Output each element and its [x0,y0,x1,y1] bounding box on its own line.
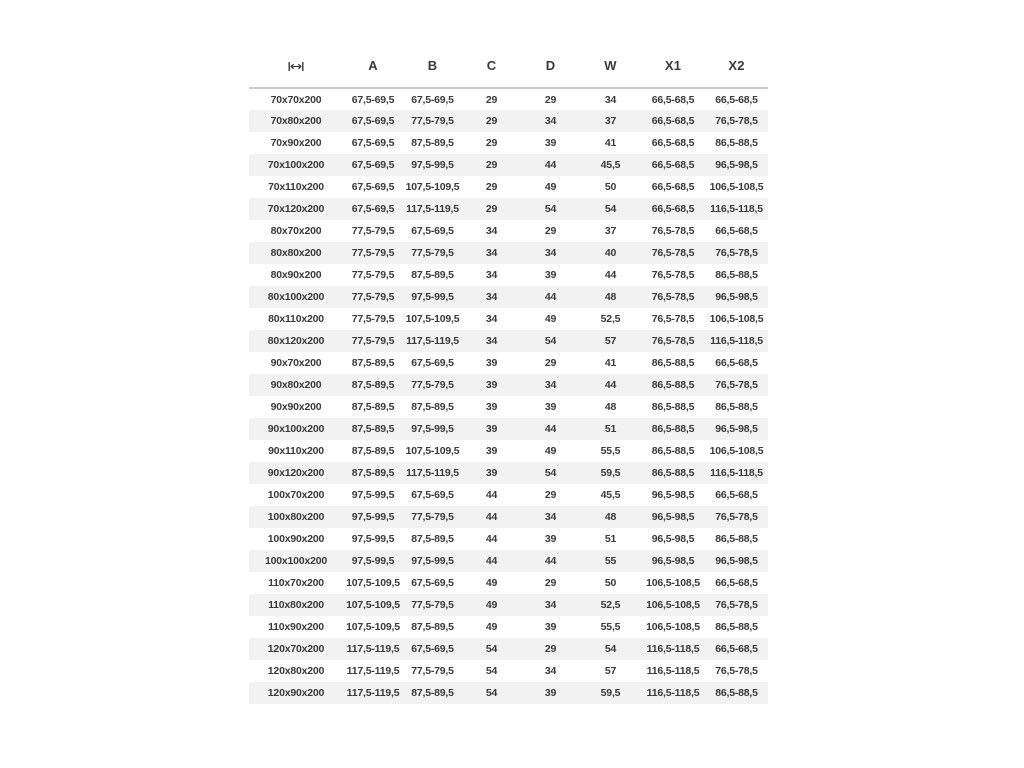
cell-c: 44 [485,533,498,545]
cell-a: 97,5-99,5 [343,550,403,572]
cell-b: 77,5-79,5 [403,110,462,132]
cell-x1: 66,5-68,5 [651,137,695,149]
cell-c: 34 [485,269,498,281]
cell-a: 77,5-79,5 [343,242,403,264]
cell-x2: 76,5-78,5 [705,242,768,264]
cell-a: 87,5-89,5 [351,357,395,369]
cell-d: 34 [521,110,580,132]
cell-dimensions: 90x110x200 [268,445,324,457]
column-header-c: C [462,44,521,88]
cell-x1: 86,5-88,5 [651,401,695,413]
cell-x1: 86,5-88,5 [651,445,695,457]
cell-d: 44 [521,418,580,440]
cell-w: 45,5 [600,489,621,501]
cell-x1: 76,5-78,5 [641,242,705,264]
cell-x2: 86,5-88,5 [705,682,768,704]
cell-x2: 116,5-118,5 [705,330,768,352]
table-row [249,264,768,286]
cell-x1: 76,5-78,5 [651,269,695,281]
cell-dimensions: 80x90x200 [270,269,322,281]
cell-x2: 106,5-108,5 [709,181,764,193]
cell-w: 37 [604,225,617,237]
cell-b: 107,5-109,5 [405,181,460,193]
cell-x1: 76,5-78,5 [641,286,705,308]
cell-d: 34 [521,374,580,396]
cell-d: 49 [544,313,557,325]
cell-x1: 66,5-68,5 [641,110,705,132]
cell-a: 67,5-69,5 [351,93,395,106]
cell-c: 34 [462,330,521,352]
cell-b: 87,5-89,5 [411,137,454,149]
cell-b: 97,5-99,5 [403,286,462,308]
dimensions-column-header [249,44,343,88]
cell-x2: 66,5-68,5 [715,489,758,501]
cell-b: 77,5-79,5 [403,242,462,264]
cell-c: 49 [485,577,498,589]
cell-c: 29 [485,181,498,193]
cell-a: 97,5-99,5 [351,489,395,501]
table-row [249,132,768,154]
cell-x1: 86,5-88,5 [641,374,705,396]
cell-x1: 106,5-108,5 [646,621,700,633]
cell-w: 59,5 [580,462,641,484]
cell-x2: 76,5-78,5 [705,110,768,132]
cell-w: 48 [604,401,617,413]
cell-w: 59,5 [580,682,641,704]
cell-x1: 96,5-98,5 [651,533,695,545]
table-row [249,308,768,330]
cell-x2: 86,5-88,5 [715,401,758,413]
cell-w: 40 [580,242,641,264]
cell-a: 67,5-69,5 [351,137,395,149]
cell-c: 54 [462,638,521,660]
table-row [249,528,768,550]
column-header-w: W [580,44,641,88]
cell-b: 77,5-79,5 [403,374,462,396]
cell-x1: 76,5-78,5 [641,330,705,352]
cell-x2: 96,5-98,5 [705,550,768,572]
table-row [249,198,768,220]
table-row [249,220,768,242]
table-row [249,638,768,660]
cell-d: 29 [544,93,557,106]
cell-b: 117,5-119,5 [403,462,462,484]
cell-dimensions: 100x90x200 [267,533,325,545]
cell-a: 87,5-89,5 [351,445,395,457]
column-header-d: D [521,44,580,88]
table-row [249,506,768,528]
cell-dimensions: 70x70x200 [270,93,322,106]
cell-dimensions: 70x100x200 [249,154,343,176]
cell-x1: 116,5-118,5 [641,638,705,660]
cell-dimensions: 80x110x200 [268,313,324,325]
cell-dimensions: 90x80x200 [249,374,343,396]
cell-x1: 116,5-118,5 [641,682,705,704]
cell-w: 45,5 [580,154,641,176]
cell-dimensions: 80x120x200 [249,330,343,352]
column-header-a: A [343,44,403,88]
cell-dimensions: 120x80x200 [267,665,325,677]
cell-c: 34 [485,225,498,237]
cell-w: 48 [580,286,641,308]
cell-dimensions: 110x80x200 [249,594,343,616]
cell-c: 29 [485,93,498,106]
cell-a: 77,5-79,5 [343,286,403,308]
cell-d: 29 [544,489,557,501]
table-row [249,572,768,594]
column-header-x1: X1 [641,44,705,88]
dimensions-table [249,44,768,704]
cell-dimensions: 70x120x200 [249,198,343,220]
cell-x2: 76,5-78,5 [705,506,768,528]
table-header [249,44,768,88]
table-row [249,88,768,110]
cell-w: 57 [604,665,617,677]
cell-dimensions: 90x100x200 [249,418,343,440]
cell-b: 67,5-69,5 [411,93,454,106]
cell-w: 50 [604,577,617,589]
cell-a: 77,5-79,5 [343,330,403,352]
cell-a: 67,5-69,5 [343,198,403,220]
cell-a: 117,5-119,5 [343,682,403,704]
cell-w: 34 [604,93,617,106]
cell-w: 52,5 [580,594,641,616]
cell-x2: 106,5-108,5 [709,445,764,457]
cell-x2: 76,5-78,5 [705,374,768,396]
cell-x1: 106,5-108,5 [641,594,705,616]
cell-b: 87,5-89,5 [403,682,462,704]
cell-a: 77,5-79,5 [351,225,395,237]
cell-c: 39 [462,374,521,396]
cell-d: 39 [544,269,557,281]
table-row [249,550,768,572]
table-row [249,418,768,440]
cell-a: 117,5-119,5 [346,665,400,677]
cell-d: 49 [544,445,557,457]
cell-x2: 86,5-88,5 [715,269,758,281]
cell-d: 34 [544,665,557,677]
cell-d: 34 [521,506,580,528]
cell-x2: 66,5-68,5 [715,577,758,589]
cell-w: 51 [580,418,641,440]
cell-d: 54 [521,462,580,484]
cell-x1: 106,5-108,5 [646,577,700,589]
cell-a: 107,5-109,5 [346,621,400,633]
table-row [249,682,768,704]
cell-c: 29 [462,154,521,176]
cell-d: 29 [544,357,557,369]
cell-b: 67,5-69,5 [411,577,454,589]
cell-dimensions: 90x90x200 [270,401,322,413]
cell-d: 44 [521,154,580,176]
cell-b: 87,5-89,5 [411,269,454,281]
cell-c: 29 [462,198,521,220]
cell-x2: 86,5-88,5 [715,137,758,149]
cell-a: 97,5-99,5 [351,533,395,545]
cell-w: 54 [580,198,641,220]
cell-c: 34 [485,313,498,325]
width-dimension-icon [288,61,304,72]
cell-d: 29 [544,577,557,589]
table-row [249,352,768,374]
cell-dimensions: 110x90x200 [268,621,324,633]
cell-x2: 96,5-98,5 [705,154,768,176]
cell-x2: 116,5-118,5 [705,462,768,484]
cell-d: 34 [521,242,580,264]
cell-x1: 116,5-118,5 [646,665,700,677]
cell-x1: 66,5-68,5 [641,154,705,176]
cell-dimensions: 80x100x200 [249,286,343,308]
cell-dimensions: 100x80x200 [249,506,343,528]
cell-b: 87,5-89,5 [411,533,454,545]
cell-w: 57 [580,330,641,352]
cell-a: 87,5-89,5 [343,418,403,440]
table-body [249,88,768,704]
cell-x1: 96,5-98,5 [641,550,705,572]
cell-c: 29 [485,137,498,149]
cell-x1: 66,5-68,5 [641,198,705,220]
cell-x1: 66,5-68,5 [651,93,695,106]
cell-b: 87,5-89,5 [411,401,454,413]
table-row [249,396,768,418]
cell-a: 67,5-69,5 [343,154,403,176]
table-row [249,440,768,462]
cell-w: 51 [604,533,617,545]
cell-d: 39 [521,682,580,704]
column-header-b: B [403,44,462,88]
cell-dimensions: 120x90x200 [249,682,343,704]
cell-d: 39 [544,401,557,413]
cell-b: 107,5-109,5 [405,313,460,325]
cell-b: 97,5-99,5 [403,550,462,572]
cell-c: 39 [462,418,521,440]
cell-w: 41 [604,137,617,149]
cell-c: 54 [462,682,521,704]
cell-w: 48 [580,506,641,528]
cell-d: 54 [521,198,580,220]
cell-w: 55,5 [600,445,621,457]
cell-dimensions: 110x70x200 [268,577,324,589]
cell-a: 97,5-99,5 [343,506,403,528]
cell-w: 44 [580,374,641,396]
cell-w: 44 [604,269,617,281]
cell-c: 44 [462,550,521,572]
cell-x1: 86,5-88,5 [641,418,705,440]
cell-dimensions: 90x70x200 [270,357,322,369]
table-row [249,242,768,264]
cell-b: 97,5-99,5 [403,154,462,176]
cell-d: 39 [544,621,557,633]
cell-w: 41 [604,357,617,369]
cell-x2: 66,5-68,5 [705,638,768,660]
cell-b: 77,5-79,5 [403,506,462,528]
cell-x1: 96,5-98,5 [651,489,695,501]
table-header-row [249,44,768,88]
table-row [249,110,768,132]
cell-a: 87,5-89,5 [351,401,395,413]
cell-d: 34 [521,594,580,616]
cell-x2: 66,5-68,5 [715,357,758,369]
table-row [249,154,768,176]
cell-dimensions: 90x120x200 [249,462,343,484]
table-row [249,176,768,198]
table-row [249,462,768,484]
cell-dimensions: 70x90x200 [270,137,322,149]
cell-b: 77,5-79,5 [411,665,454,677]
cell-x2: 96,5-98,5 [705,286,768,308]
cell-d: 44 [521,550,580,572]
cell-a: 67,5-69,5 [351,181,395,193]
dimensions-table-container [249,44,768,704]
table-row [249,286,768,308]
cell-x2: 86,5-88,5 [715,621,758,633]
cell-c: 49 [485,621,498,633]
cell-w: 55 [580,550,641,572]
cell-dimensions: 100x100x200 [249,550,343,572]
table-row [249,330,768,352]
cell-w: 52,5 [600,313,621,325]
cell-c: 39 [485,445,498,457]
cell-x2: 116,5-118,5 [705,198,768,220]
cell-b: 97,5-99,5 [403,418,462,440]
cell-dimensions: 80x70x200 [270,225,322,237]
table-row [249,594,768,616]
cell-b: 77,5-79,5 [403,594,462,616]
cell-dimensions: 70x80x200 [249,110,343,132]
cell-d: 39 [544,137,557,149]
cell-d: 44 [521,286,580,308]
cell-d: 54 [521,330,580,352]
cell-x2: 106,5-108,5 [709,313,764,325]
cell-dimensions: 100x70x200 [267,489,325,501]
cell-d: 29 [544,225,557,237]
cell-c: 39 [462,462,521,484]
cell-a: 87,5-89,5 [343,374,403,396]
cell-d: 49 [544,181,557,193]
cell-x2: 86,5-88,5 [715,533,758,545]
cell-x1: 66,5-68,5 [651,181,695,193]
cell-b: 107,5-109,5 [405,445,460,457]
cell-a: 77,5-79,5 [351,269,395,281]
cell-dimensions: 120x70x200 [249,638,343,660]
cell-x1: 86,5-88,5 [641,462,705,484]
cell-b: 117,5-119,5 [403,198,462,220]
cell-b: 67,5-69,5 [411,225,454,237]
cell-c: 49 [462,594,521,616]
cell-c: 44 [485,489,498,501]
cell-dimensions: 70x110x200 [268,181,324,193]
cell-c: 44 [462,506,521,528]
cell-b: 67,5-69,5 [411,489,454,501]
cell-c: 54 [485,665,498,677]
column-header-x2: X2 [705,44,768,88]
cell-w: 37 [580,110,641,132]
table-row [249,484,768,506]
table-row [249,660,768,682]
cell-dimensions: 80x80x200 [249,242,343,264]
cell-c: 39 [485,357,498,369]
cell-c: 39 [485,401,498,413]
table-row [249,616,768,638]
cell-x2: 76,5-78,5 [715,665,758,677]
cell-w: 55,5 [600,621,621,633]
cell-a: 107,5-109,5 [346,577,400,589]
cell-x2: 76,5-78,5 [705,594,768,616]
cell-b: 87,5-89,5 [411,621,454,633]
cell-w: 54 [580,638,641,660]
cell-x2: 96,5-98,5 [705,418,768,440]
cell-x1: 86,5-88,5 [651,357,695,369]
cell-x2: 66,5-68,5 [715,225,758,237]
cell-c: 34 [462,286,521,308]
cell-c: 34 [462,242,521,264]
cell-a: 107,5-109,5 [343,594,403,616]
cell-b: 67,5-69,5 [411,357,454,369]
cell-a: 77,5-79,5 [351,313,395,325]
cell-w: 50 [604,181,617,193]
cell-x1: 96,5-98,5 [641,506,705,528]
cell-x2: 66,5-68,5 [715,93,758,106]
cell-b: 67,5-69,5 [403,638,462,660]
cell-c: 29 [462,110,521,132]
cell-b: 117,5-119,5 [403,330,462,352]
cell-d: 29 [521,638,580,660]
cell-d: 39 [544,533,557,545]
cell-a: 117,5-119,5 [343,638,403,660]
cell-x1: 76,5-78,5 [651,313,695,325]
cell-a: 67,5-69,5 [343,110,403,132]
table-row [249,374,768,396]
cell-x1: 76,5-78,5 [651,225,695,237]
cell-a: 87,5-89,5 [343,462,403,484]
